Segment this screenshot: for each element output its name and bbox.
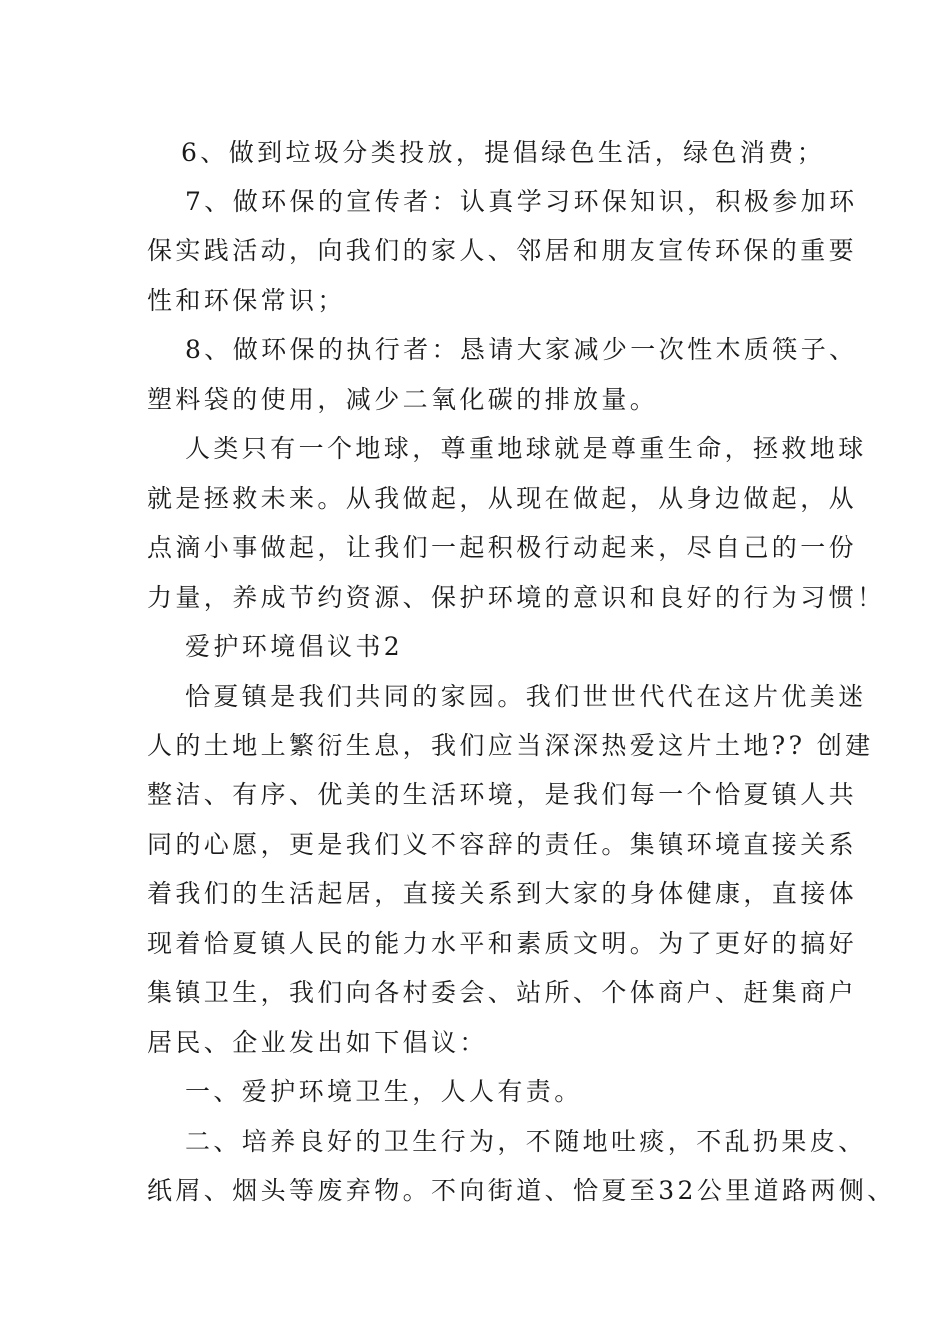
text-line: 人的土地上繁衍生息，我们应当深深热爱这片土地?? 创建 <box>147 731 874 760</box>
text-line: 力量，养成节约资源、保护环境的意识和良好的行为习惯！ <box>147 583 886 612</box>
text-line: 7、做环保的宣传者：认真学习环保知识，积极参加环 <box>185 187 858 216</box>
text-line: 二、培养良好的卫生行为，不随地吐痰，不乱扔果皮、 <box>185 1127 867 1156</box>
text-line: 集镇卫生，我们向各村委会、站所、个体商户、赶集商户 <box>147 978 858 1007</box>
text-line: 塑料袋的使用，减少二氧化碳的排放量。 <box>147 385 659 414</box>
text-line: 整洁、有序、优美的生活环境，是我们每一个恰夏镇人共 <box>147 780 858 809</box>
text-line: 一、爱护环境卫生，人人有责。 <box>185 1077 583 1106</box>
text-line: 居民、企业发出如下倡议： <box>147 1028 488 1057</box>
text-line: 同的心愿，更是我们义不容辞的责任。集镇环境直接关系 <box>147 830 858 859</box>
text-line: 恰夏镇是我们共同的家园。我们世世代代在这片优美迷 <box>185 682 867 711</box>
text-line: 8、做环保的执行者：恳请大家减少一次性木质筷子、 <box>185 335 858 364</box>
text-line: 人类只有一个地球，尊重地球就是尊重生命，拯救地球 <box>185 434 867 463</box>
text-line: 着我们的生活起居，直接关系到大家的身体健康，直接体 <box>147 879 858 908</box>
text-line: 现着恰夏镇人民的能力水平和素质文明。为了更好的搞好 <box>147 929 858 958</box>
section-heading: 爱护环境倡议书2 <box>185 632 404 661</box>
text-line: 保实践活动，向我们的家人、邻居和朋友宣传环保的重要 <box>147 236 858 265</box>
text-line: 性和环保常识； <box>147 286 346 315</box>
text-line: 纸屑、烟头等废弃物。不向街道、恰夏至32公里道路两侧、 <box>147 1176 896 1205</box>
text-line: 6、做到垃圾分类投放，提倡绿色生活，绿色消费； <box>181 138 826 167</box>
text-line: 就是拯救未来。从我做起，从现在做起，从身边做起，从 <box>147 484 858 513</box>
text-line: 点滴小事做起，让我们一起积极行动起来，尽自己的一份 <box>147 533 858 562</box>
